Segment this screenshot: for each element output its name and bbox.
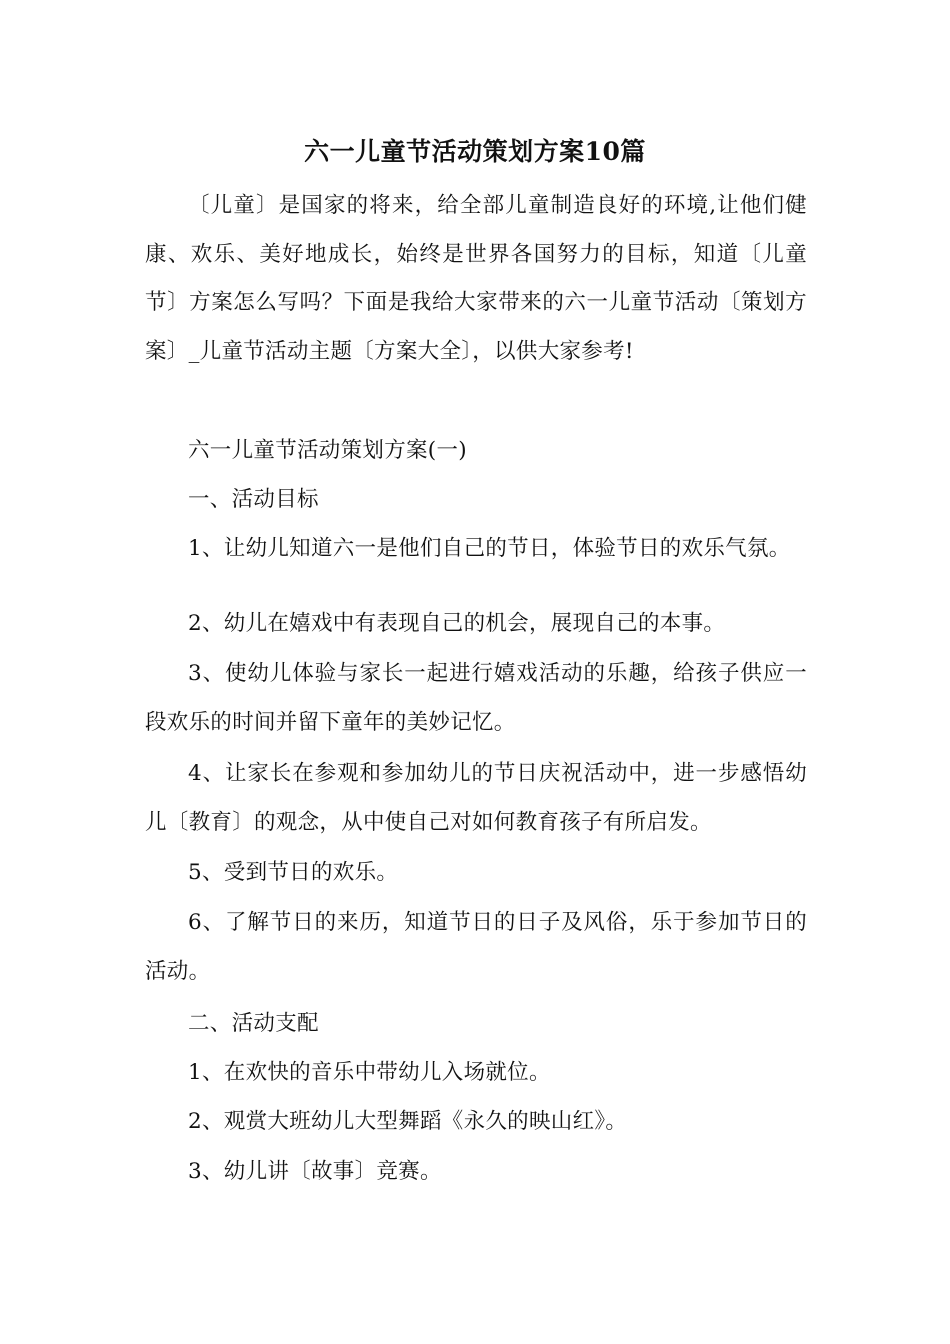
goal-item-2: 2、幼儿在嬉戏中有表现自己的机会，展现自己的本事。 [188,611,726,636]
part2-heading: 二、活动支配 [188,1011,319,1036]
arrangement-item-3: 3、幼儿讲〔故事〕竞赛。 [188,1159,442,1184]
part1-heading: 一、活动目标 [188,487,319,512]
goal-item-3: 3、使幼儿体验与家长一起进行嬉戏活动的乐趣，给孩子供应一段欢乐的时间并留下童年的美妙记忆。 [145,661,807,735]
goal-item-4: 4、让家长在参观和参加幼儿的节日庆祝活动中，进一步感悟幼儿〔教育〕的观念，从中使自己对如何教育孩子有所启发。 [145,761,807,835]
arrangement-item-2: 2、观赏大班幼儿大型舞蹈《永久的映山红》。 [188,1109,628,1134]
goal-item-5: 5、受到节日的欢乐。 [188,860,399,885]
intro-paragraph: 〔儿童〕是国家的将来，给全部儿童制造良好的环境,让他们健康、欢乐、美好地成长，始终是世界各国努力的目标，知道〔儿童节〕方案怎么写吗？下面是我给大家带来的六一儿童节活动〔策划方案〕_儿童节活动主题〔方案大全〕，以供大家参考! [145,193,807,364]
goal-item-6: 6、了解节日的来历，知道节日的日子及风俗，乐于参加节日的活动。 [145,910,807,984]
goal-item-1: 1、让幼儿知道六一是他们自己的节日，体验节日的欢乐气氛。 [188,536,791,561]
document-title: 六一儿童节活动策划方案10篇 [304,137,646,166]
arrangement-item-1: 1、在欢快的音乐中带幼儿入场就位。 [188,1060,551,1085]
section-heading: 六一儿童节活动策划方案(一) [188,438,467,463]
